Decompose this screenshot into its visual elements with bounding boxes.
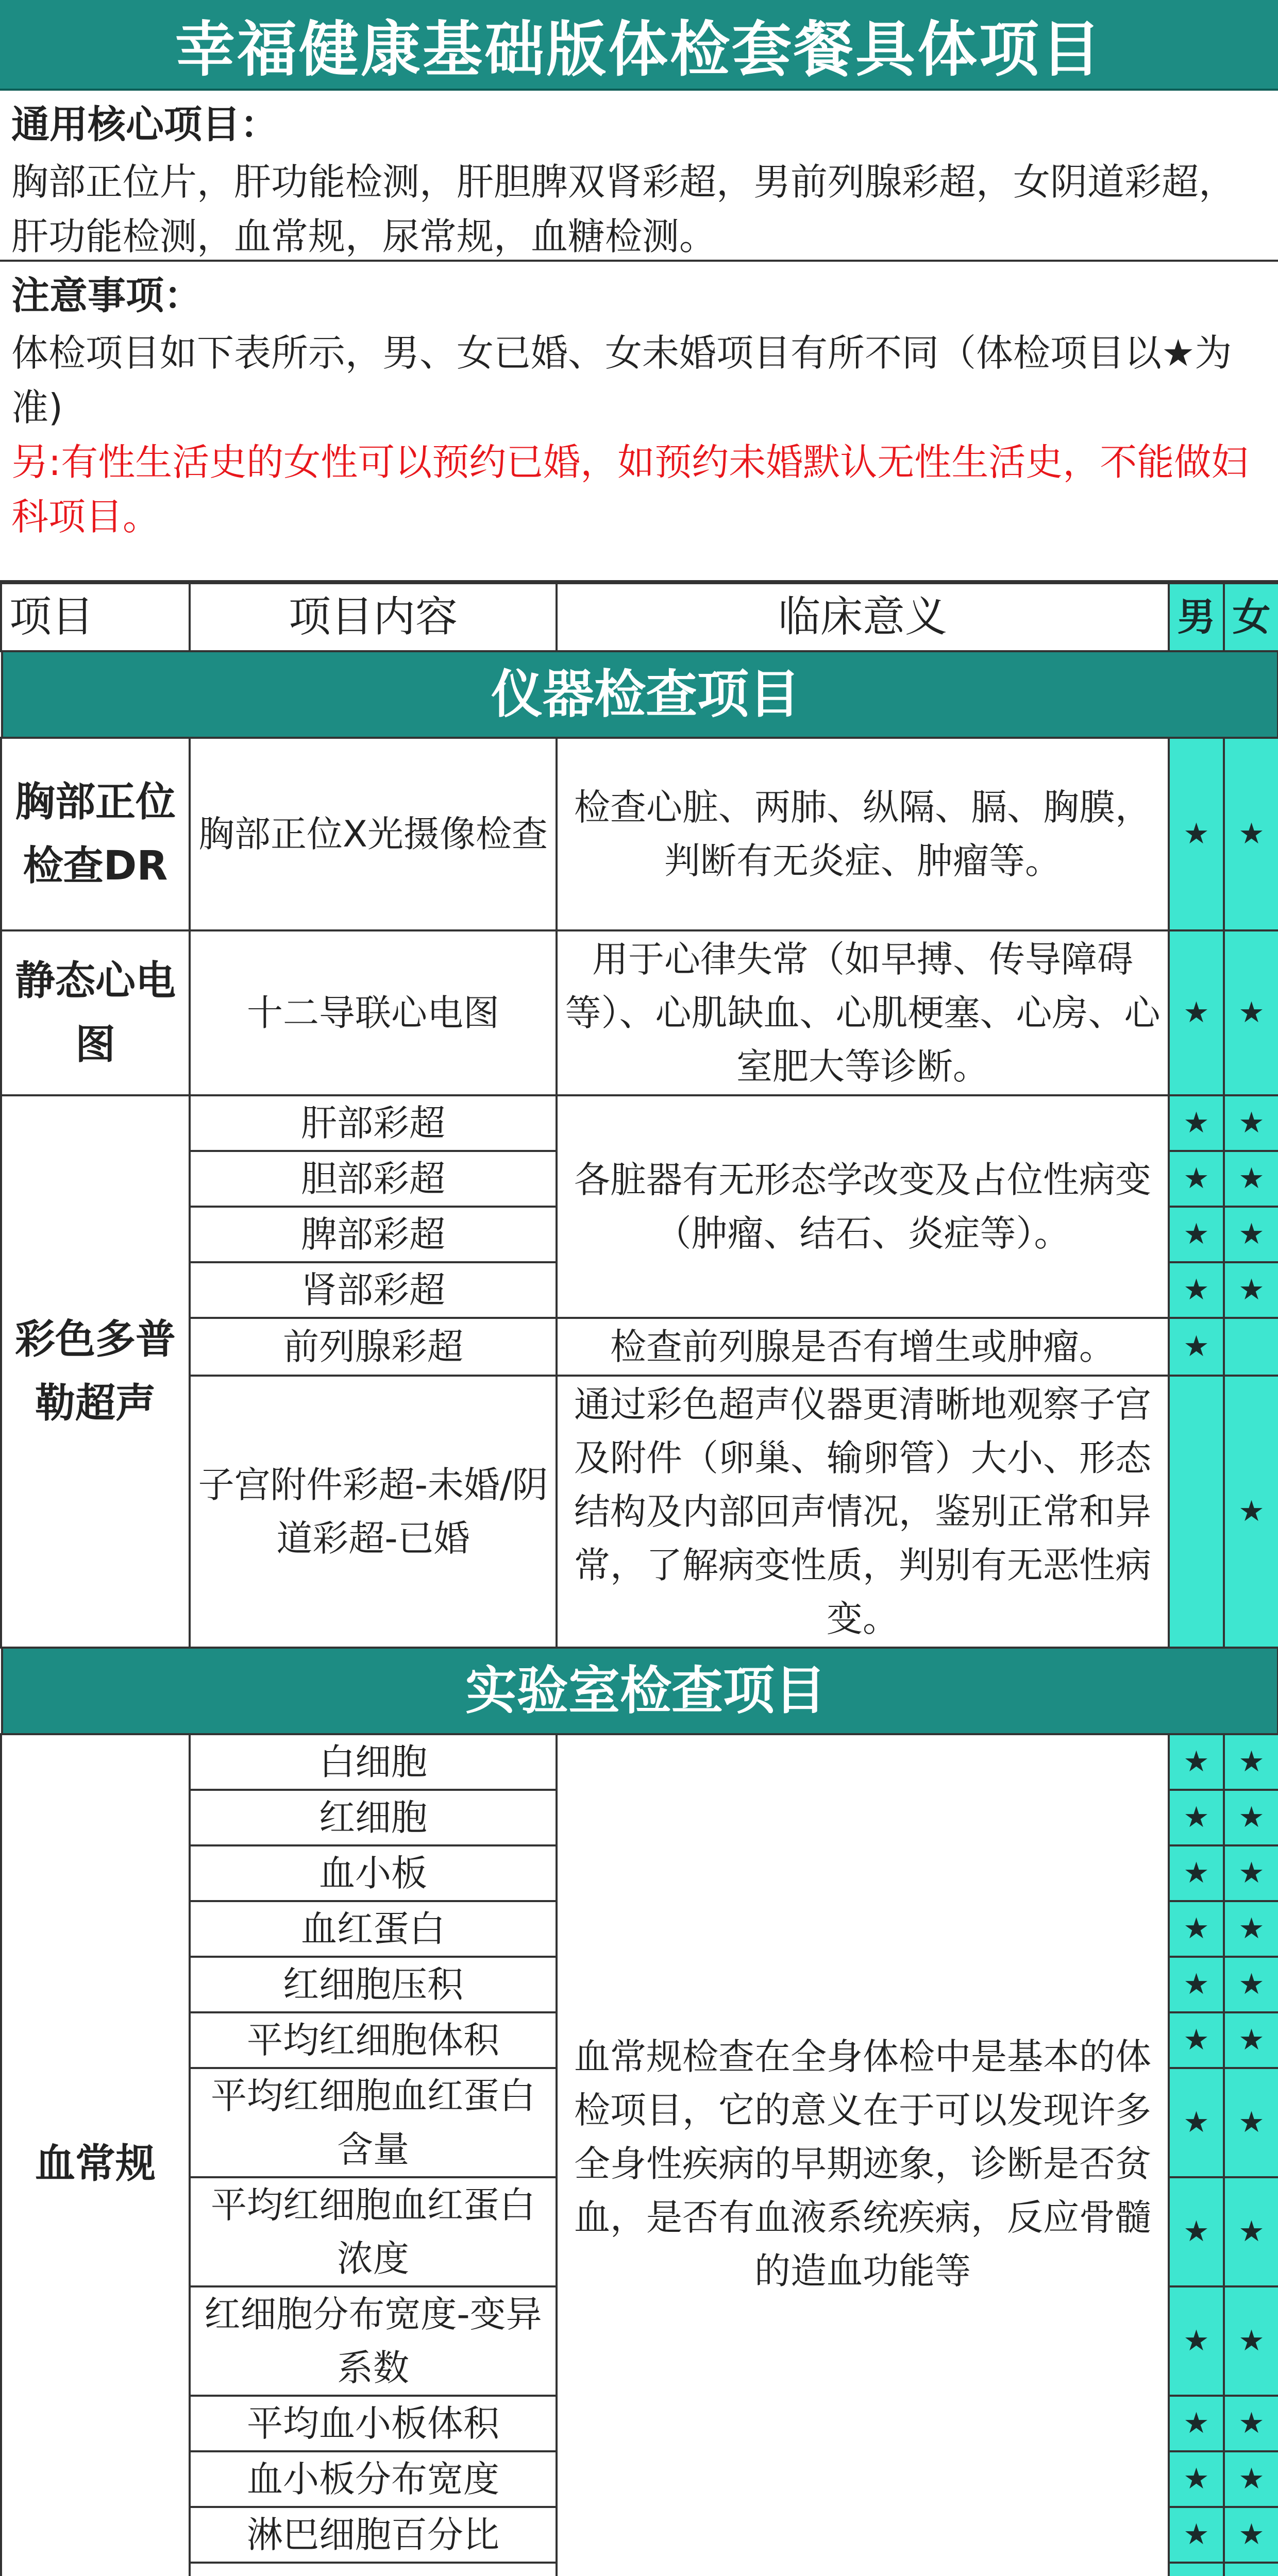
male-star: ★ — [1169, 2012, 1224, 2068]
group-chest: 胸部正位检查DR — [1, 738, 190, 930]
header-content: 项目内容 — [190, 583, 557, 651]
blood-item: 红细胞压积 — [190, 1957, 557, 2012]
female-star: ★ — [1224, 930, 1278, 1095]
chest-meaning: 检查心脏、两肺、纵隔、膈、胸膜，判断有无炎症、肿瘤等。 — [557, 738, 1169, 930]
female-star: ★ — [1224, 2451, 1278, 2507]
ultrasound-item: 胆部彩超 — [190, 1151, 557, 1207]
blood-item: 血红蛋白 — [190, 1901, 557, 1957]
table-row — [1, 1318, 1278, 1376]
male-star: ★ — [1169, 1901, 1224, 1957]
group-ecg: 静态心电图 — [1, 930, 190, 1095]
male-star: ★ — [1169, 738, 1224, 930]
header-female: 女 — [1224, 583, 1278, 651]
ultrasound-item: 肝部彩超 — [190, 1095, 557, 1151]
prostate-item: 前列腺彩超 — [190, 1318, 557, 1376]
header-meaning: 临床意义 — [557, 583, 1169, 651]
section-row-lab — [1, 1648, 1278, 1734]
female-star: ★ — [1224, 2396, 1278, 2451]
exam-table — [0, 582, 1278, 2576]
male-star: ★ — [1169, 1095, 1224, 1151]
female-star: ★ — [1224, 2286, 1278, 2396]
blood-item: 血小板分布宽度 — [190, 2451, 557, 2507]
core-items-heading: 通用核心项目： — [11, 103, 278, 147]
core-items-box — [0, 91, 1278, 262]
female-star: ★ — [1224, 2012, 1278, 2068]
female-empty — [1224, 2563, 1278, 2576]
uterus-meaning: 通过彩色超声仪器更清晰地观察子宫及附件（卵巢、输卵管）大小、形态结构及内部回声情况，鉴别正常和异常，了解病变性质，判别有无恶性病变。 — [557, 1376, 1169, 1648]
female-star: ★ — [1224, 1207, 1278, 1262]
table-row — [1, 1095, 1278, 1151]
female-star: ★ — [1224, 1957, 1278, 2012]
page-title: 幸福健康基础版体检套餐具体项目 — [0, 0, 1278, 91]
female-empty — [1224, 1318, 1278, 1376]
chest-content: 胸部正位X光摄像检查 — [190, 738, 557, 930]
blood-item: 平均红细胞血红蛋白浓度 — [190, 2177, 557, 2286]
ecg-meaning: 用于心律失常（如早搏、传导障碍等）、心肌缺血、心肌梗塞、心房、心室肥大等诊断。 — [557, 930, 1169, 1095]
female-star: ★ — [1224, 2177, 1278, 2286]
female-star: ★ — [1224, 1790, 1278, 1845]
male-empty — [1169, 2563, 1224, 2576]
group-blood: 血常规 — [1, 1734, 190, 2576]
male-star: ★ — [1169, 1734, 1224, 1790]
male-star: ★ — [1169, 930, 1224, 1095]
female-star: ★ — [1224, 1262, 1278, 1318]
blood-item: 红细胞 — [190, 1790, 557, 1845]
core-items-text: 胸部正位片，肝功能检测，肝胆脾双肾彩超，男前列腺彩超，女阴道彩超，肝功能检测，血常规，尿常规，血糖检测。 — [11, 160, 1236, 258]
table-row — [1, 930, 1278, 1095]
female-star: ★ — [1224, 1095, 1278, 1151]
notes-warning-text: 另:有性生活史的女性可以预约已婚，如预约未婚默认无性生活史，不能做妇科项目。 — [11, 440, 1249, 538]
male-star: ★ — [1169, 2068, 1224, 2177]
blood-item: 淋巴细胞百分比 — [190, 2507, 557, 2563]
female-star: ★ — [1224, 1151, 1278, 1207]
female-star: ★ — [1224, 2507, 1278, 2563]
table-header-row — [1, 583, 1278, 651]
blood-meaning: 血常规检查在全身体检中是基本的体检项目，它的意义在于可以发现许多全身性疾病的早期迹象，诊断是否贫血，是否有血液系统疾病，反应骨髓的造血功能等 — [557, 1734, 1169, 2576]
notes-box — [0, 262, 1278, 582]
male-star: ★ — [1169, 2507, 1224, 2563]
blood-item: 平均红细胞体积 — [190, 2012, 557, 2068]
organs-meaning: 各脏器有无形态学改变及占位性病变（肿瘤、结石、炎症等）。 — [557, 1095, 1169, 1318]
male-star: ★ — [1169, 2396, 1224, 2451]
male-star: ★ — [1169, 2177, 1224, 2286]
female-star: ★ — [1224, 2068, 1278, 2177]
table-row — [1, 1376, 1278, 1648]
blood-item-cut — [190, 2563, 557, 2576]
blood-item: 血小板 — [190, 1845, 557, 1901]
uterus-item: 子宫附件彩超-未婚/阴道彩超-已婚 — [190, 1376, 557, 1648]
blood-item: 白细胞 — [190, 1734, 557, 1790]
table-row — [1, 1734, 1278, 1790]
blood-item: 平均血小板体积 — [190, 2396, 557, 2451]
prostate-meaning: 检查前列腺是否有增生或肿瘤。 — [557, 1318, 1169, 1376]
male-star: ★ — [1169, 1790, 1224, 1845]
ultrasound-item: 脾部彩超 — [190, 1207, 557, 1262]
ultrasound-item: 肾部彩超 — [190, 1262, 557, 1318]
header-item: 项目 — [1, 583, 190, 651]
female-star: ★ — [1224, 1734, 1278, 1790]
female-star: ★ — [1224, 1901, 1278, 1957]
male-star: ★ — [1169, 1318, 1224, 1376]
section-instrument: 仪器检查项目 — [1, 652, 1278, 737]
female-star: ★ — [1224, 1845, 1278, 1901]
female-star: ★ — [1224, 1376, 1278, 1648]
section-lab: 实验室检查项目 — [1, 1649, 1278, 1733]
male-star: ★ — [1169, 1957, 1224, 2012]
male-star: ★ — [1169, 1207, 1224, 1262]
ecg-content: 十二导联心电图 — [190, 930, 557, 1095]
male-star: ★ — [1169, 1151, 1224, 1207]
male-star: ★ — [1169, 1845, 1224, 1901]
notes-text: 体检项目如下表所示，男、女已婚、女未婚项目有所不同（体检项目以★为准) — [11, 331, 1232, 429]
header-male: 男 — [1169, 583, 1224, 651]
notes-heading: 注意事项： — [11, 274, 202, 318]
group-ultrasound: 彩色多普勒超声 — [1, 1095, 190, 1648]
blood-item: 平均红细胞血红蛋白含量 — [190, 2068, 557, 2177]
male-star: ★ — [1169, 2286, 1224, 2396]
female-star: ★ — [1224, 738, 1278, 930]
section-row-instrument — [1, 651, 1278, 738]
blood-item: 红细胞分布宽度-变异系数 — [190, 2286, 557, 2396]
table-row — [1, 738, 1278, 930]
male-empty — [1169, 1376, 1224, 1648]
male-star: ★ — [1169, 2451, 1224, 2507]
male-star: ★ — [1169, 1262, 1224, 1318]
